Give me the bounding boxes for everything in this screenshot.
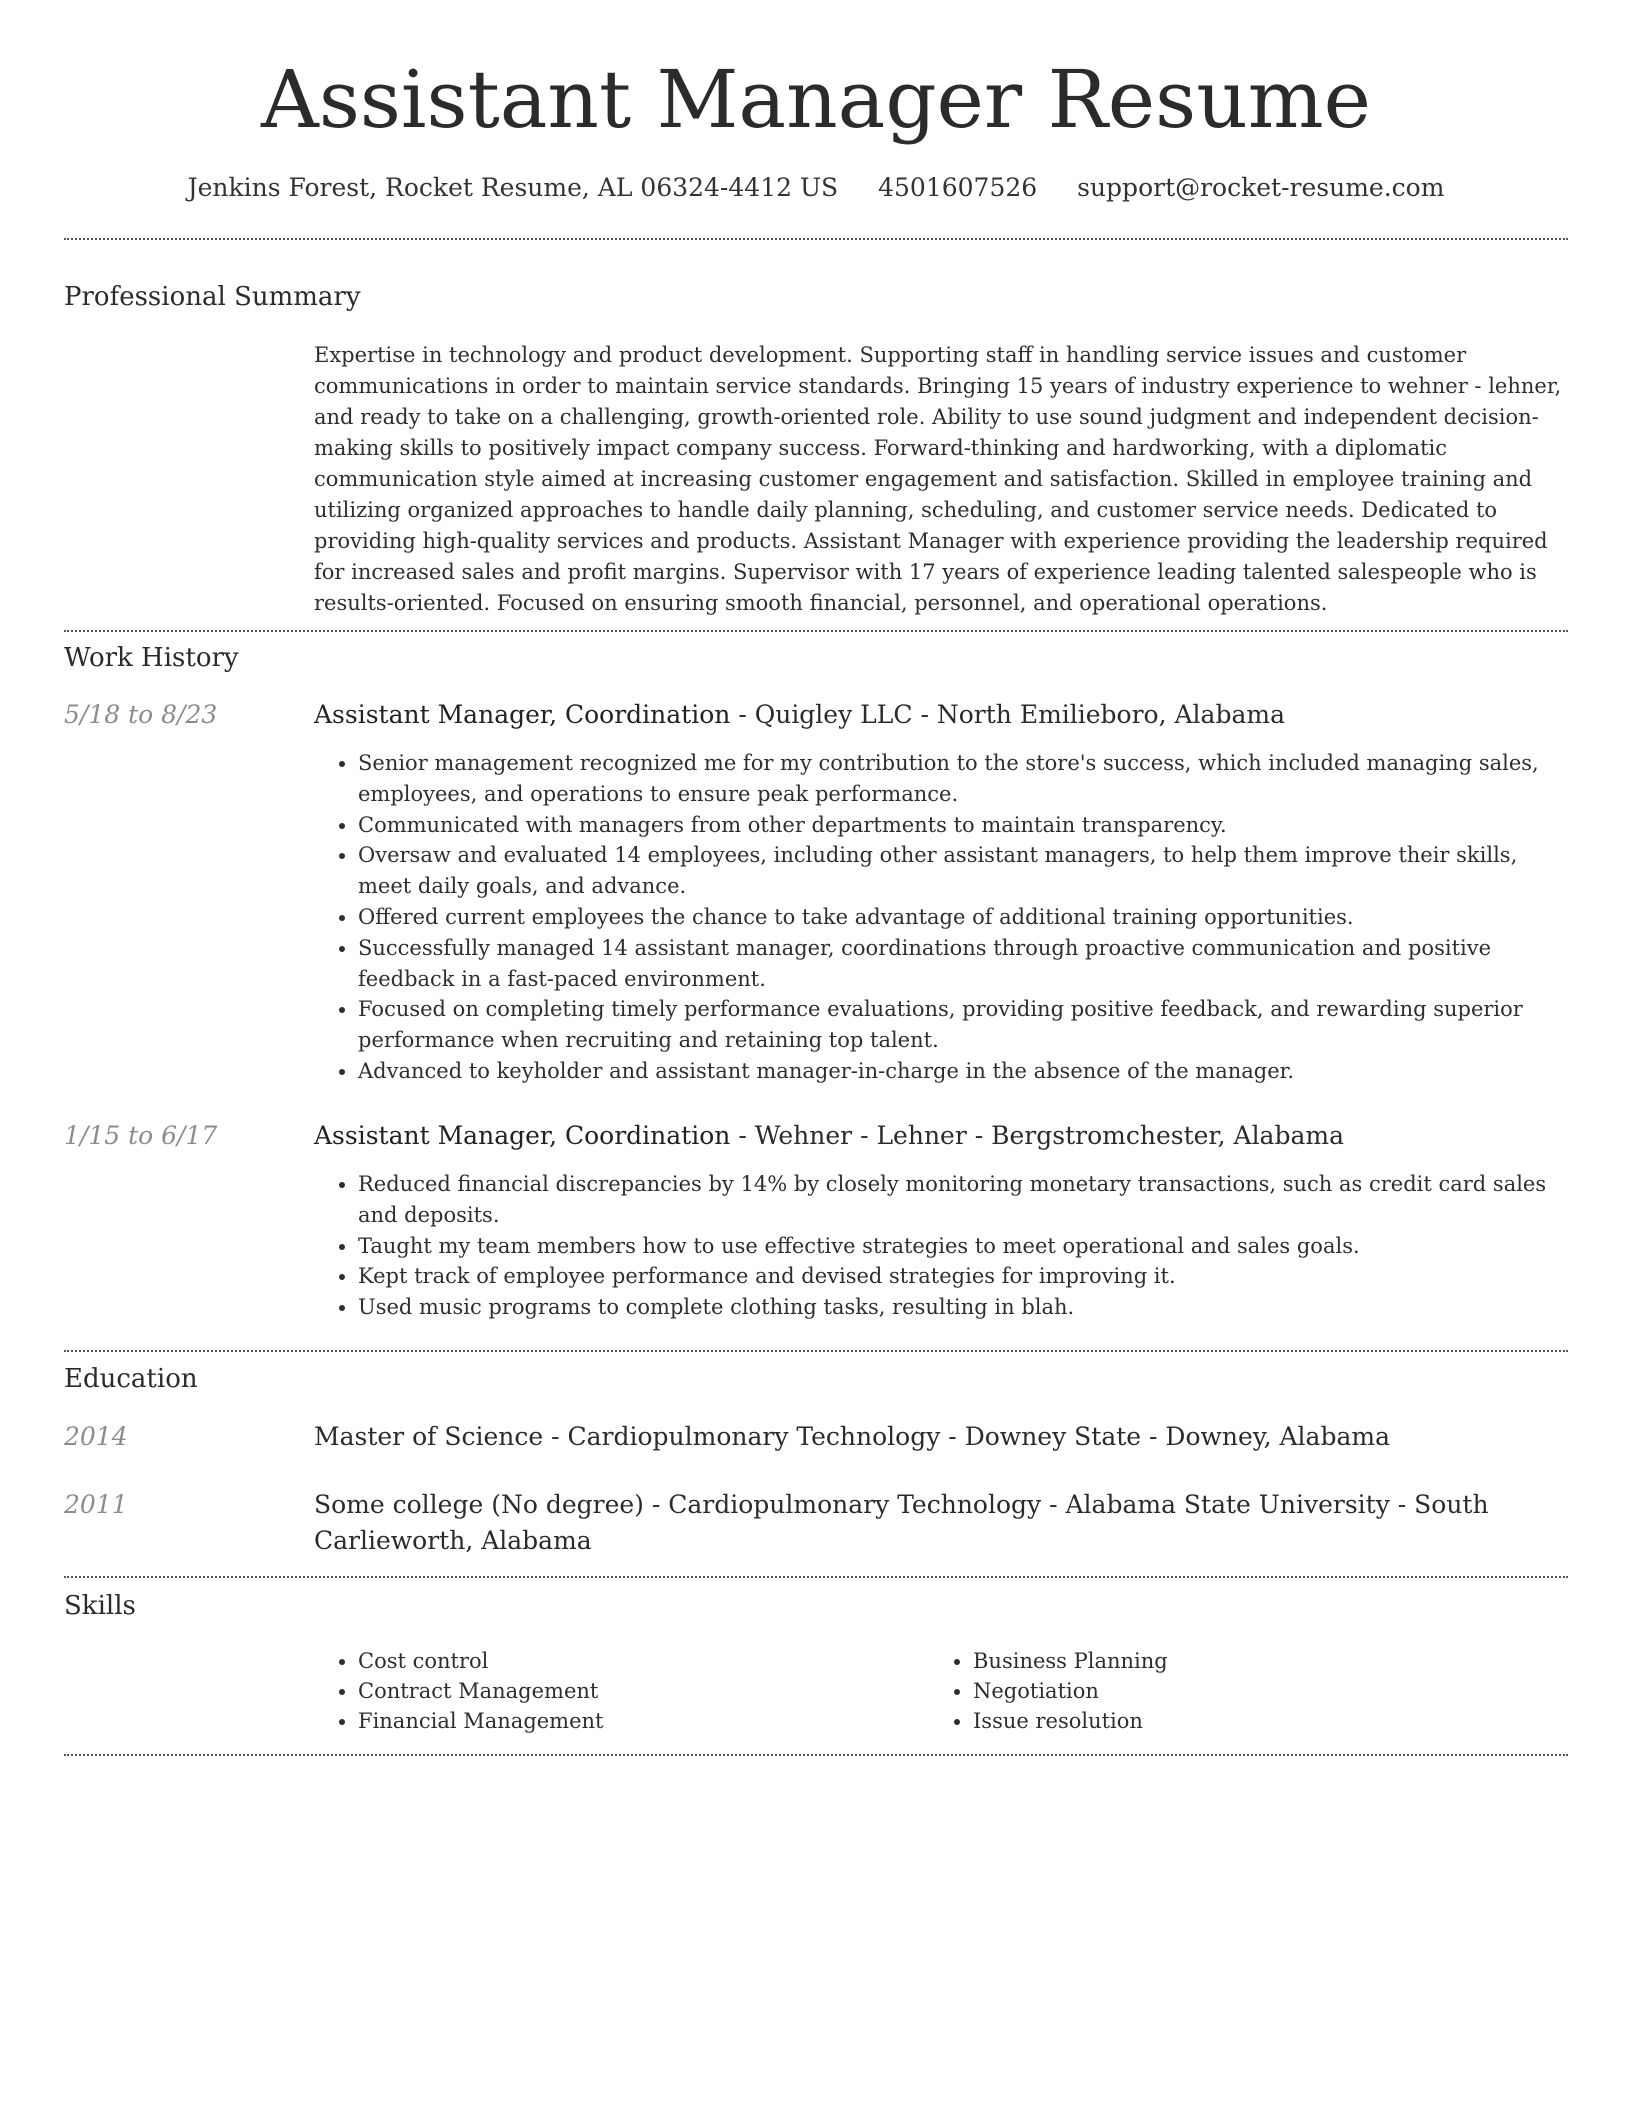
- job-title: [314, 1118, 1568, 1154]
- job-bullet: • Offered current employees the chance to take advantage of additional training opportunities.: [358, 902, 1568, 933]
- job-bullet: • Kept track of employee performance and devised strategies for improving it.: [358, 1261, 1568, 1292]
- summary-text: Expertise in technology and product development. Supporting staff in handling service issues and customer communications in order to maintain service standards. Bringing 15 years of industry experience to wehner - lehner, and ready to take on a challenging, growth-oriented role. Ability to use sound judgment and independent decision-making skills to positively impact company success. Forward-thinking and hardworking, with a diplomatic communication style aimed at increasing customer engagement and satisfaction. Skilled in employee training and utilizing organized approaches to handle daily planning, scheduling, and customer service needs. Dedicated to providing high-quality services and products. Assistant Manager with experience providing the leadership required for increased sales and profit margins. Supervisor with 17 years of experience leading talented salespeople who is results-oriented. Focused on ensuring smooth financial, personnel, and operational operations.: [314, 343, 1562, 615]
- education-degree: Some college (No degree) - Cardiopulmonary Technology: [314, 1490, 1042, 1519]
- education-entry: [314, 1419, 1568, 1455]
- job-bullet: • Senior management recognized me for my contribution to the store's success, which included managing sales, employees, and operations to ensure peak performance.: [358, 748, 1568, 810]
- education-degree: Master of Science - Cardiopulmonary Technology: [314, 1422, 941, 1451]
- section-divider: [64, 1576, 1568, 1578]
- job-dates: 5/18 to 8/23: [64, 700, 218, 729]
- skills-heading: Skills: [64, 1591, 136, 1621]
- skill-item: • Issue resolution: [973, 1706, 1573, 1736]
- section-divider: [64, 1754, 1568, 1756]
- job-bullet: • Oversaw and evaluated 14 employees, including other assistant managers, to help them improve their skills, meet daily goals, and advance.: [358, 840, 1568, 902]
- skill-item: • Financial Management: [358, 1706, 958, 1736]
- job-bullet-list: [314, 748, 1568, 1087]
- skills-list-right: [929, 1646, 1573, 1736]
- section-divider: [64, 238, 1568, 240]
- skill-item: • Negotiation: [973, 1676, 1573, 1706]
- contact-address: Jenkins Forest, Rocket Resume, AL 06324-4412 US: [187, 173, 839, 202]
- job-details: - Wehner - Lehner - Bergstromchester, Alabama: [730, 1121, 1344, 1150]
- resume-title: Assistant Manager Resume: [261, 53, 1371, 146]
- job-bullet: • Successfully managed 14 assistant manager, coordinations through proactive communication and positive feedback in a fast-paced environment.: [358, 933, 1568, 995]
- job-bullet: • Taught my team members how to use effective strategies to meet operational and sales goals.: [358, 1231, 1568, 1262]
- contact-line: [0, 170, 1632, 206]
- job-bullet: • Communicated with managers from other departments to maintain transparency.: [358, 810, 1568, 841]
- job-dates: 1/15 to 6/17: [64, 1121, 218, 1150]
- education-year: 2014: [64, 1422, 128, 1451]
- job-bullet: • Focused on completing timely performance evaluations, providing positive feedback, and rewarding superior performance when recruiting and retaining top talent.: [358, 994, 1568, 1056]
- job-bullet: • Used music programs to complete clothing tasks, resulting in blah.: [358, 1292, 1568, 1323]
- job-details: - Quigley LLC - North Emilieboro, Alabama: [730, 700, 1285, 729]
- education-year: 2011: [64, 1490, 128, 1519]
- job-title: [314, 697, 1568, 733]
- skill-item: • Cost control: [358, 1646, 958, 1676]
- section-divider: [64, 1350, 1568, 1352]
- job-position: Assistant Manager, Coordination: [314, 700, 731, 729]
- education-heading: Education: [64, 1364, 198, 1394]
- job-position: Assistant Manager, Coordination: [314, 1121, 731, 1150]
- job-bullet: • Advanced to keyholder and assistant manager-in-charge in the absence of the manager.: [358, 1056, 1568, 1087]
- education-details: - Alabama State University - South Carlieworth, Alabama: [314, 1490, 1489, 1555]
- summary-heading: Professional Summary: [64, 282, 361, 312]
- job-bullet-list: [314, 1169, 1568, 1323]
- contact-email: support@rocket-resume.com: [1077, 173, 1445, 202]
- work-history-heading: Work History: [64, 643, 239, 673]
- education-details: - Downey State - Downey, Alabama: [940, 1422, 1390, 1451]
- contact-phone: 4501607526: [878, 173, 1038, 202]
- section-divider: [64, 630, 1568, 632]
- skills-list-left: [314, 1646, 958, 1736]
- education-entry: [314, 1487, 1568, 1559]
- skill-item: • Contract Management: [358, 1676, 958, 1706]
- skill-item: • Business Planning: [973, 1646, 1573, 1676]
- job-bullet: • Reduced financial discrepancies by 14% by closely monitoring monetary transactions, such as credit card sales and deposits.: [358, 1169, 1568, 1231]
